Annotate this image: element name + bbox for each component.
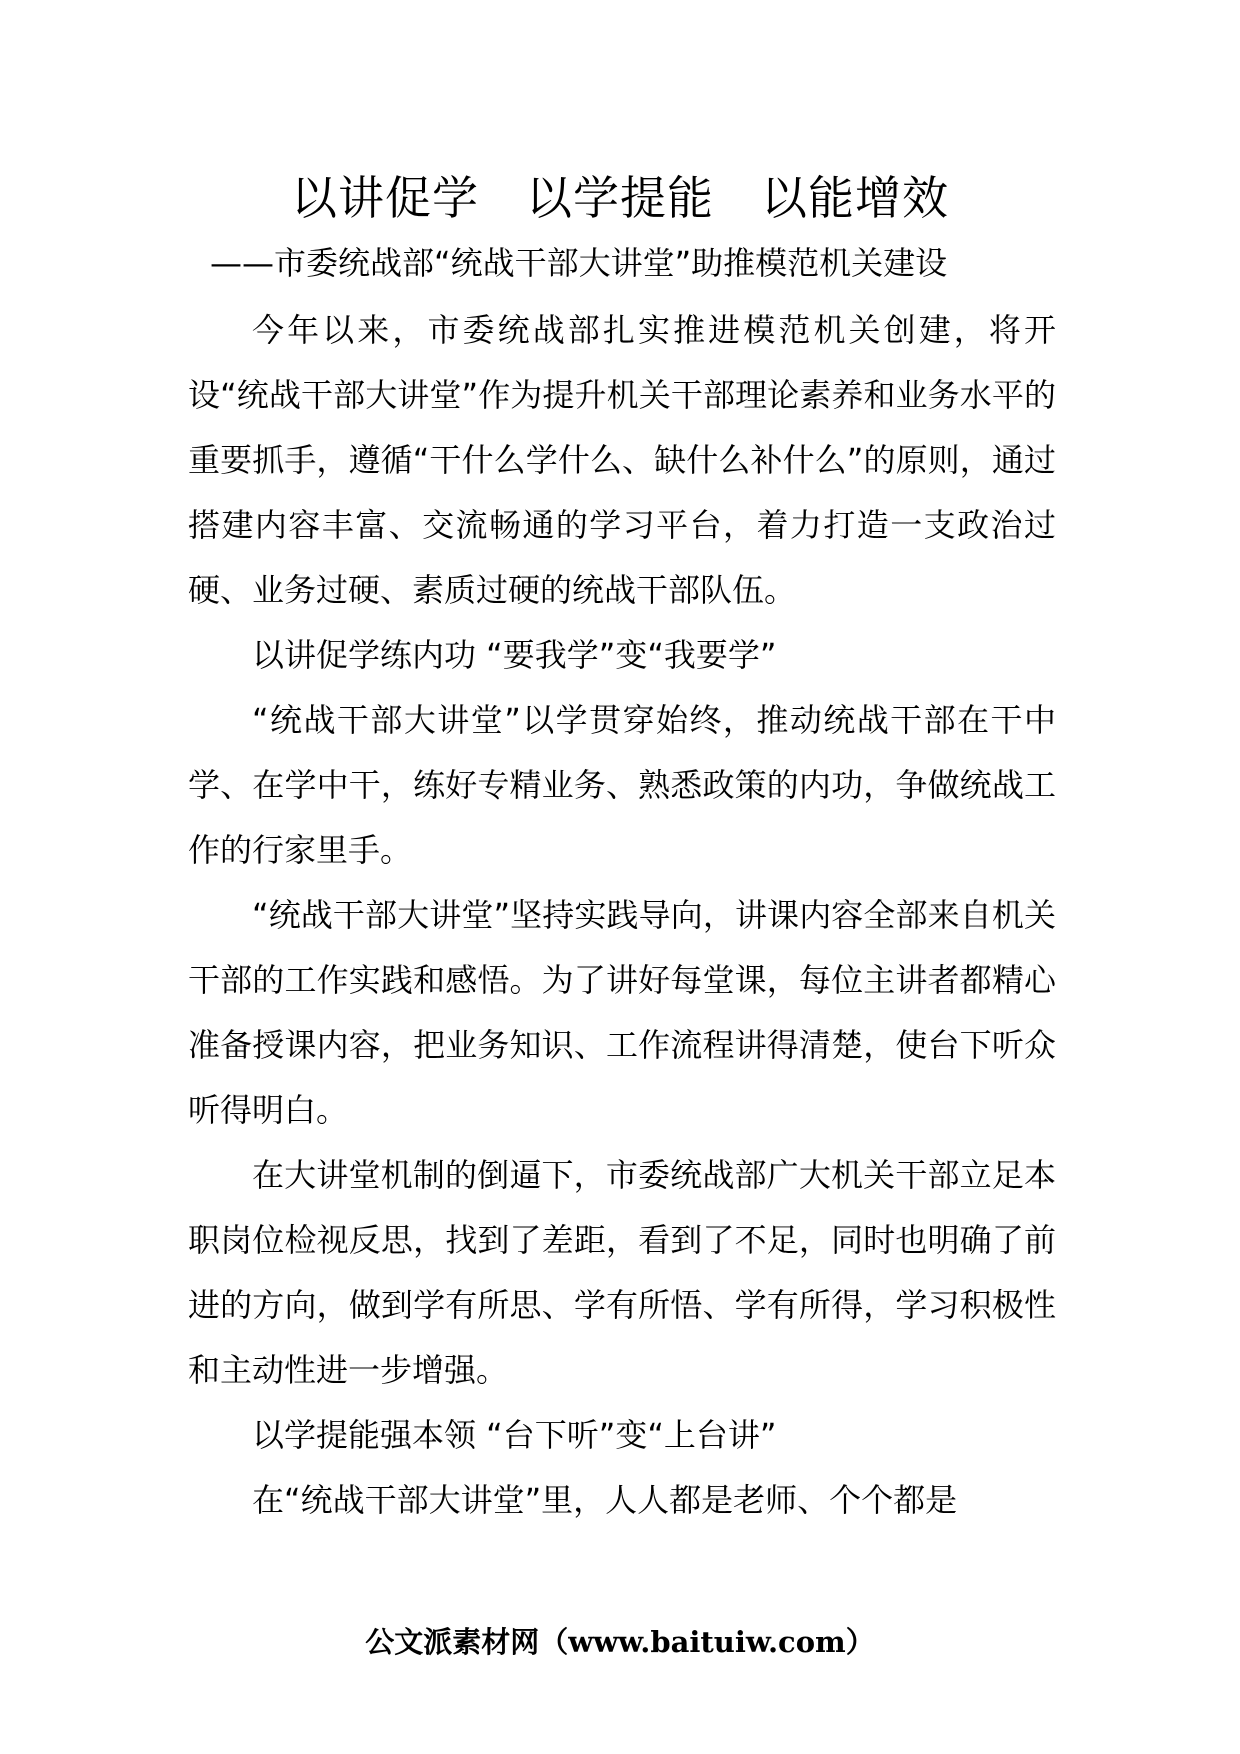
paragraph-section2-a: 在“统战干部大讲堂”里，人人都是老师、个个都是 [252,1481,958,1519]
document-title: 以讲促学 以学提能 以能增效 [291,171,949,225]
document-body [188,298,1056,1533]
paragraph-intro: 今年以来，市委统战部扎实推进模范机关创建，将开设“统战干部大讲堂”作为提升机关干部理论素养和业务水平的重要抓手，遵循“干什么学什么、缺什么补什么”的原则，通过搭建内容丰富、交流畅通的学习平台，着力打造一支政治过硬、业务过硬、素质过硬的统战干部队伍。 [188,311,1056,609]
document-subtitle: ——市委统战部“统战干部大讲堂”助推模范机关建设 [210,244,948,282]
paragraph-section1-c: 在大讲堂机制的倒逼下，市委统战部广大机关干部立足本职岗位检视反思，找到了差距，看到了不足，同时也明确了前进的方向，做到学有所思、学有所悟、学有所得，学习积极性和主动性进一步增强。 [188,1156,1056,1389]
paragraph-section1-b: “统战干部大讲堂”坚持实践导向，讲课内容全部来自机关干部的工作实践和感悟。为了讲好每堂课，每位主讲者都精心准备授课内容，把业务知识、工作流程讲得清楚，使台下听众听得明白。 [188,896,1056,1129]
footer-watermark: 公文派素材网（www.baituiw.com） [365,1625,875,1659]
paragraph-section1-a: “统战干部大讲堂”以学贯穿始终，推动统战干部在干中学、在学中干，练好专精业务、熟悉政策的内功，争做统战工作的行家里手。 [188,701,1056,869]
section-heading-2: 以学提能强本领 “台下听”变“上台讲” [252,1416,777,1454]
section-heading-1: 以讲促学练内功 “要我学”变“我要学” [252,636,777,674]
